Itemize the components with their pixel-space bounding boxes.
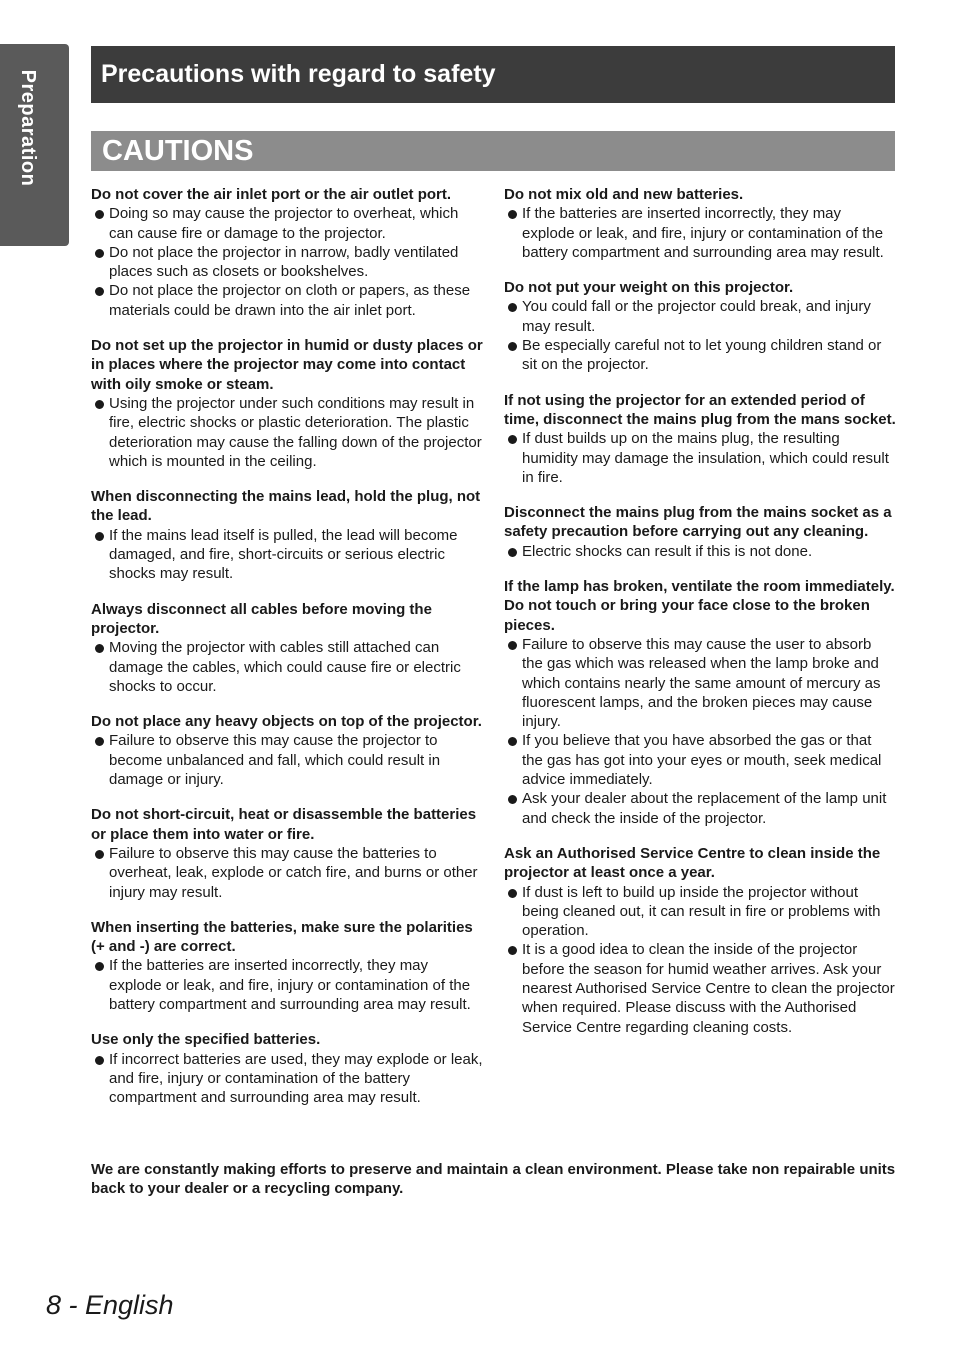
- caution-section: [504, 844, 896, 1037]
- caution-section: [91, 336, 483, 471]
- section-title: Do not put your weight on this projector.: [504, 279, 794, 297]
- bullet-item: It is a good idea to clean the inside of the projector before the season for humid weather arrives. Ask your nearest Authorised Service Centre to clean the projector when required. Please discuss with the Authorised Service Centre regarding cleaning costs.: [504, 940, 896, 1036]
- section-title: Always disconnect all cables before moving the projector.: [91, 600, 432, 637]
- caution-section: [504, 577, 896, 828]
- bullet-list: [91, 956, 483, 1014]
- bullet-item: If you believe that you have absorbed the gas or that the gas has got into your eyes or mouth, seek medical advice immediately.: [504, 731, 896, 789]
- caution-section: [91, 918, 483, 1014]
- bullet-list: [91, 638, 483, 696]
- left-column: [91, 185, 483, 1123]
- bullet-list: [91, 1050, 483, 1108]
- caution-section: [91, 185, 483, 320]
- bullet-list: [504, 883, 896, 1037]
- side-tab-label: Preparation: [17, 69, 39, 187]
- bullet-list: [504, 635, 896, 828]
- bullet-item: Be especially careful not to let young children stand or sit on the projector.: [504, 336, 896, 375]
- section-title: Disconnect the mains plug from the mains socket as a safety precaution before carrying out any cleaning.: [504, 504, 892, 541]
- section-title: Do not mix old and new batteries.: [504, 186, 744, 203]
- bullet-item: Failure to observe this may cause the batteries to overheat, leak, explode or catch fire, and burns or other injury may result.: [91, 844, 483, 902]
- caution-section: [91, 712, 483, 789]
- right-column: [504, 185, 896, 1053]
- caution-section: [91, 1030, 483, 1107]
- cautions-heading: CAUTIONS: [102, 134, 254, 167]
- caution-section: [91, 805, 483, 901]
- bullet-item: You could fall or the projector could break, and injury may result.: [504, 297, 896, 336]
- section-title: When disconnecting the mains lead, hold the plug, not the lead.: [91, 488, 481, 525]
- bullet-item: Failure to observe this may cause the user to absorb the gas which was released when the lamp broke and which contains nearly the same amount of mercury as fluorescent lamps, and the broken pieces may cause injury.: [504, 635, 896, 731]
- bullet-list: [504, 297, 896, 374]
- bullet-item: Using the projector under such conditions may result in fire, electric shocks or plastic deterioration. The plastic deterioration may cause the falling down of the projector which is mounted in the ceiling.: [91, 394, 483, 471]
- section-title: If the lamp has broken, ventilate the room immediately. Do not touch or bring your face close to the broken pieces.: [504, 578, 895, 634]
- bullet-list: [91, 731, 483, 789]
- section-title: Use only the specified batteries.: [91, 1031, 321, 1049]
- section-side-tab: [0, 44, 69, 246]
- recycling-note: We are constantly making efforts to preserve and maintain a clean environment. Please take non repairable units back to your dealer or a recycling company.: [91, 1161, 896, 1198]
- caution-section: [504, 391, 896, 487]
- bullet-list: [504, 542, 896, 561]
- header-bar: [91, 46, 895, 103]
- bullet-item: If the mains lead itself is pulled, the lead will become damaged, and fire, short-circuits or serious electric shocks may result.: [91, 526, 483, 584]
- bullet-list: [91, 394, 483, 471]
- section-title: Do not place any heavy objects on top of the projector.: [91, 713, 482, 731]
- bullet-item: Do not place the projector in narrow, badly ventilated places such as closets or bookshelves.: [91, 243, 483, 282]
- section-title: If not using the projector for an extended period of time, disconnect the mains plug from the mans socket.: [504, 391, 896, 428]
- section-title: Do not cover the air inlet port or the air outlet port.: [91, 186, 452, 203]
- cautions-bar: [91, 131, 895, 171]
- bullet-item: Electric shocks can result if this is not done.: [504, 542, 896, 561]
- bullet-item: Failure to observe this may cause the projector to become unbalanced and fall, which could result in damage or injury.: [91, 731, 483, 789]
- section-title: Do not short-circuit, heat or disassemble the batteries or place them into water or fire.: [91, 806, 477, 843]
- page-title: Precautions with regard to safety: [101, 60, 496, 88]
- bullet-list: [91, 204, 483, 320]
- section-title: Ask an Authorised Service Centre to clean inside the projector at least once a year.: [504, 844, 881, 882]
- bullet-list: [504, 429, 896, 487]
- bullet-item: Moving the projector with cables still attached can damage the cables, which could cause fire or electric shocks to occur.: [91, 638, 483, 696]
- bullet-item: If incorrect batteries are used, they may explode or leak, and fire, injury or contamination of the battery compartment and surrounding area may result.: [91, 1050, 483, 1108]
- caution-section: [91, 487, 483, 583]
- section-title: Do not set up the projector in humid or dusty places or in places where the projector may come into contact with oily smoke or steam.: [91, 337, 483, 393]
- section-title: When inserting the batteries, make sure the polarities (+ and -) are correct.: [91, 918, 473, 956]
- caution-section: [504, 503, 896, 561]
- bullet-item: Do not place the projector on cloth or papers, as these materials could be drawn into the air inlet port.: [91, 281, 483, 320]
- bullet-item: If dust builds up on the mains plug, the resulting humidity may damage the insulation, which could result in fire.: [504, 429, 896, 487]
- caution-section: [91, 600, 483, 696]
- bullet-list: [91, 844, 483, 902]
- bullet-item: Ask your dealer about the replacement of the lamp unit and check the inside of the projector.: [504, 789, 896, 828]
- bullet-item: If dust is left to build up inside the projector without being cleaned out, it can result in fire or problems with operation.: [504, 883, 896, 941]
- caution-section: [504, 278, 896, 374]
- page-number: 8 - English: [46, 1290, 174, 1320]
- bullet-list: [504, 204, 896, 262]
- bullet-item: Doing so may cause the projector to overheat, which can cause fire or damage to the projector.: [91, 204, 483, 243]
- bullet-item: If the batteries are inserted incorrectly, they may explode or leak, and fire, injury or contamination of the battery compartment and surrounding area may result.: [504, 204, 896, 262]
- caution-section: [504, 185, 896, 262]
- bullet-list: [91, 526, 483, 584]
- bullet-item: If the batteries are inserted incorrectly, they may explode or leak, and fire, injury or contamination of the battery compartment and surrounding area may result.: [91, 956, 483, 1014]
